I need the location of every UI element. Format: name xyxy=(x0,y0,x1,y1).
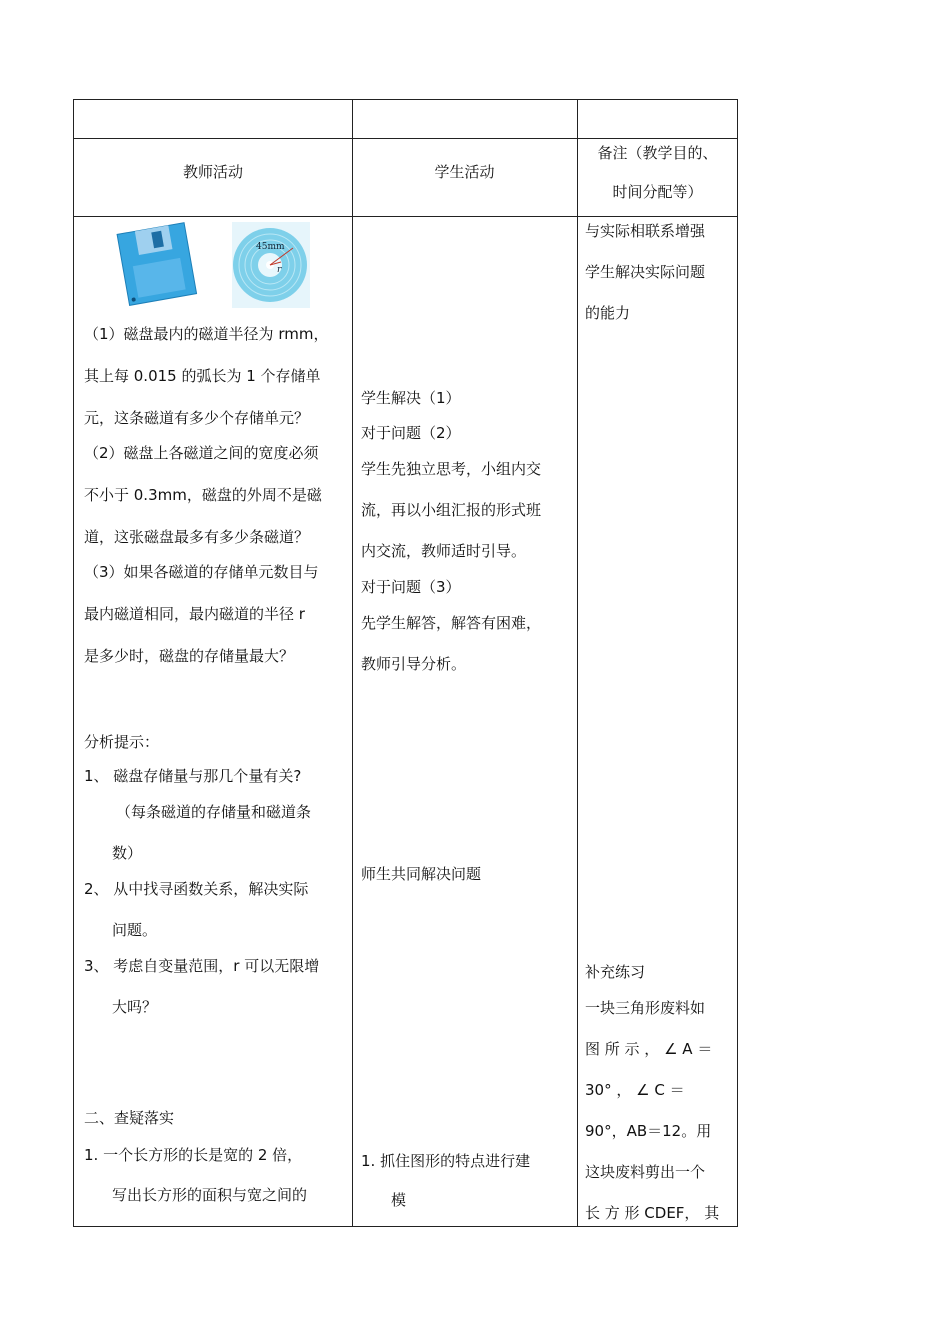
student-line-3: 学生先独立思考，小组内交 xyxy=(361,460,542,478)
student-line-1: 学生解决（1） xyxy=(361,389,461,407)
student-line-4: 流，再以小组汇报的形式班 xyxy=(361,501,542,519)
exercise-1-line-2: 写出长方形的面积与宽之间的 xyxy=(112,1186,308,1204)
column-divider xyxy=(352,100,353,1226)
student-line-8: 教师引导分析。 xyxy=(361,655,467,673)
column-divider xyxy=(577,100,578,1226)
notes-line-5: 一块三角形废料如 xyxy=(585,999,706,1017)
notes-line-1: 与实际相联系增强 xyxy=(585,222,706,240)
question-2-line-2: 不小于 0.3mm，磁盘的外周不是磁 xyxy=(84,486,322,504)
notes-line-7: 30° ， ∠ C ＝ xyxy=(585,1081,685,1099)
hint-1-line-3: 数） xyxy=(112,844,143,862)
floppy-disk-figure xyxy=(115,222,310,312)
hint-1-line-1: 1、 磁盘存储量与那几个量有关? xyxy=(84,767,302,785)
question-1-line-2: 其上每 0.015 的弧长为 1 个存储单 xyxy=(84,367,321,385)
header-student-activity: 学生活动 xyxy=(434,163,495,181)
question-3-line-2: 最内磁道相同，最内磁道的半径 r xyxy=(84,605,305,623)
student-line-9: 师生共同解决问题 xyxy=(361,865,482,883)
row-divider xyxy=(74,138,737,139)
header-notes-line1: 备注（教学目的、 xyxy=(597,144,718,162)
student-line-6: 对于问题（3） xyxy=(361,578,461,596)
header-teacher-activity: 教师活动 xyxy=(182,163,243,181)
hint-2-line-2: 问题。 xyxy=(112,921,158,939)
notes-line-9: 这块废料剪出一个 xyxy=(585,1163,706,1181)
student-line-5: 内交流，教师适时引导。 xyxy=(361,542,527,560)
r-label: r xyxy=(277,265,282,275)
hint-2-line-1: 2、 从中找寻函数关系，解决实际 xyxy=(84,880,309,898)
hint-3-line-1: 3、 考虑自变量范围，r 可以无限增 xyxy=(84,957,320,975)
notes-line-6: 图 所 示 ， ∠ A ＝ xyxy=(585,1040,713,1058)
notes-line-10: 长 方 形 CDEF， 其 xyxy=(585,1204,720,1222)
question-2-line-3: 道，这张磁盘最多有多少条磁道？ xyxy=(84,528,310,546)
notes-line-8: 90°，AB＝12。用 xyxy=(585,1122,712,1140)
question-3-line-1: （3）如果各磁道的存储单元数目与 xyxy=(84,563,319,581)
student-line-7: 先学生解答，解答有困难， xyxy=(361,614,542,632)
notes-line-4: 补充练习 xyxy=(585,963,646,981)
notes-line-3: 的能力 xyxy=(585,304,631,322)
floppy-disk-icon xyxy=(115,222,310,308)
section-2-title: 二、查疑落实 xyxy=(84,1109,175,1127)
question-1-line-3: 元，这条磁道有多少个存储单元？ xyxy=(84,409,310,427)
notes-line-2: 学生解决实际问题 xyxy=(585,263,706,281)
hint-1-line-2: （每条磁道的存储量和磁道条 xyxy=(116,803,312,821)
question-1-line-1: （1）磁盘最内的磁道半径为 rmm， xyxy=(84,325,329,343)
student-line-2: 对于问题（2） xyxy=(361,424,461,442)
hint-title: 分析提示： xyxy=(84,733,160,751)
question-3-line-3: 是多少时，磁盘的存储量最大？ xyxy=(84,647,295,665)
exercise-1-line-1: 1. 一个长方形的长是宽的 2 倍， xyxy=(84,1146,303,1164)
question-2-line-1: （2）磁盘上各磁道之间的宽度必须 xyxy=(84,444,319,462)
hint-3-line-2: 大吗？ xyxy=(112,998,158,1016)
header-notes-line2: 时间分配等） xyxy=(612,183,703,201)
student-line-10: 1. 抓住图形的特点进行建 xyxy=(361,1152,531,1170)
student-line-11: 模 xyxy=(391,1191,407,1209)
radius-label: 45mm xyxy=(256,242,285,252)
row-divider xyxy=(74,216,737,217)
